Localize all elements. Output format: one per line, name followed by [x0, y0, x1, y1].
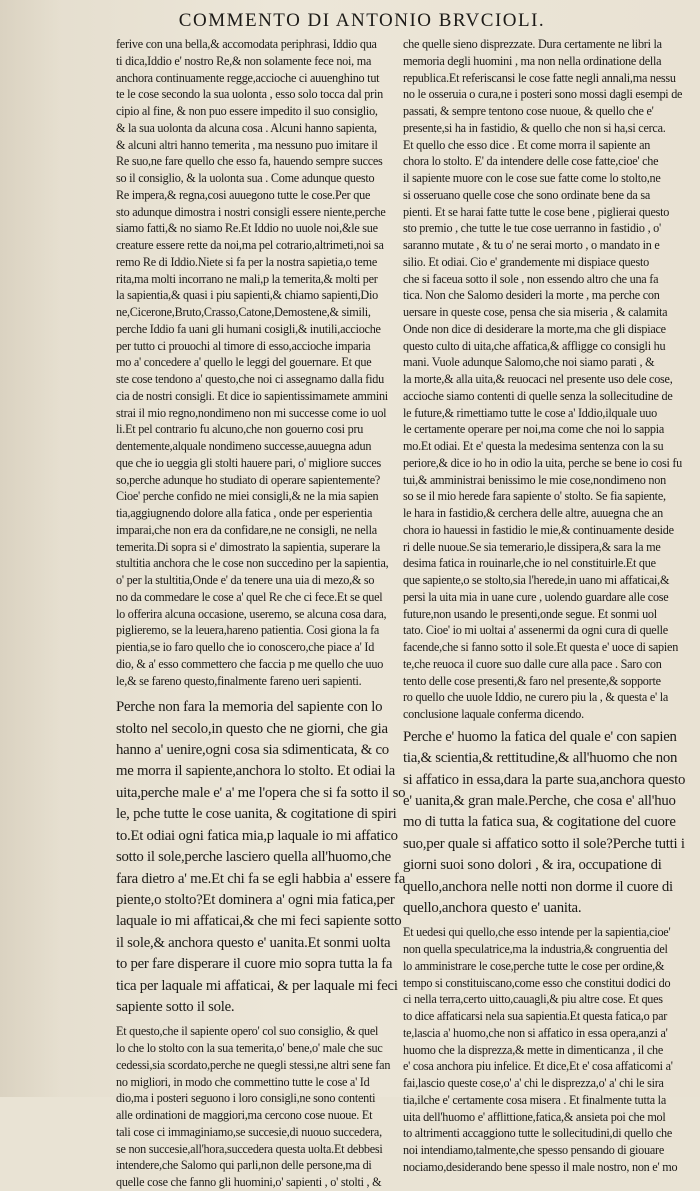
- text-line: tali cose ci immaginiamo,se succesie,di nuouo succedera,: [116, 1124, 382, 1139]
- text-line: Cioe' perche confido ne miei consigli,& ne la mia sapien: [116, 489, 379, 504]
- text-line: to per fare disperare il cuore mio sopra tutta la fa: [116, 956, 393, 973]
- text-line: uita,perche male e' a' me l'opera che si fa sotto il so: [116, 784, 406, 801]
- text-line: so,perche adunque ho studiato di operare sapientemente?: [116, 472, 381, 487]
- text-line: lo offerira alcuna occasione, useremo, se alcuna cosa dara,: [116, 606, 387, 621]
- text-line: te,lascia a' huomo,che non si affatico in essa opera,anzi a': [403, 1025, 668, 1040]
- text-line: dentemente,alquale nondimeno successe,auuegna adun: [116, 439, 372, 453]
- text-line: no migliori, in modo che commettino tutte le cose a' Id: [116, 1074, 370, 1089]
- text-line: mo di tutta la fatica sua, & cogitatione del cuore: [403, 814, 676, 831]
- text-line: cedessi,sia scordato,perche ne quegli stessi,ne altri sene fan: [116, 1057, 391, 1072]
- text-line: no da commedare le cose a' quel Re che ci fece.Et se quel: [116, 589, 383, 604]
- text-line: Et quello che esso dice . Et come morra il sapiente an: [403, 137, 651, 152]
- text-line: per tutto ci prouochi al timore di esso,accioche imparia: [116, 338, 371, 353]
- text-line: tia,aggiugnendo dolore alla fatica , onde per esperientia: [116, 506, 373, 520]
- text-line: ri delle nuoue.Se sia temerario,le dissipera,& sara la me: [403, 539, 661, 554]
- text-line: pienti. Et se harai fatte tutte le cose bene , piglierai questo: [403, 204, 670, 219]
- text-line: future,non usando le presenti,onde segue. Et sonmi uol: [403, 606, 657, 621]
- text-line: facende,che si fanno sotto il sole.Et questa e' uoce di sapien: [403, 640, 679, 654]
- text-line: pientia,se io faro quello che io conoscero,che piace a' Id: [116, 640, 375, 654]
- text-line: hanno a' uenire,ogni cosa sia sdimenticata, & co: [116, 742, 389, 759]
- left-column: [116, 36, 406, 1190]
- text-line: anchora continuamente regge,accioche ci auuenghino tut: [116, 70, 380, 85]
- text-line: persi la uita mia in uane cure , uolendo guardare alle cose: [403, 589, 669, 604]
- text-line: tato. Cioe' io mi uoltai a' assenermi da ogni cura di quelle: [403, 623, 668, 638]
- text-line: mani. Vuole adunque Salomo,che noi siamo parati , &: [403, 355, 655, 370]
- text-line: non quella speculatrice,ma la industria,& congruentia del: [403, 942, 668, 957]
- left-scripture-passage: [116, 697, 406, 1018]
- text-line: tempo si constituiscano,come esso che constitui dodici do: [403, 975, 671, 990]
- text-line: le hara in fastidio,& cerchera delle altre, auuegna che an: [403, 506, 663, 520]
- text-line: rita,ma molti incorrano ne mali,p la temerita,& molti per: [116, 271, 378, 286]
- text-line: ci nella terra,certo uitto,cauagli,& piu altre cose. Et ques: [403, 992, 663, 1007]
- right-commentary-block-2: [403, 924, 685, 1175]
- text-line: me morra il sapiente,anchora lo stolto. Et odiai la: [116, 763, 395, 780]
- text-line: ti dica,Iddio e' nostro Re,& non solamente fece noi, ma: [116, 53, 372, 68]
- text-line: Re impera,& regna,cosi auuegono tutte le cose.Per que: [116, 187, 371, 202]
- text-line: la morte,& alla uita,& reuocaci nel presente uso dele cose,: [403, 372, 673, 386]
- text-line: sto adunque dimostra i nostri consigli essere niente,perche: [116, 204, 386, 219]
- text-line: noi intendiamo,talmente,che spesso pensando di giouare: [403, 1143, 664, 1158]
- right-commentary-block-1: [403, 36, 685, 723]
- text-line: to.Et odiai ogni fatica mia,p laquale io mi affatico: [116, 827, 398, 844]
- text-line: nociamo,desiderando bene spesso il male nostro, non e' mo: [403, 1159, 678, 1174]
- text-line: stolto nel secolo,in questo che ne giorni, che gia: [116, 720, 388, 737]
- text-line: periore,& dice io ho in odio la uita, perche se bene io cosi fu: [403, 455, 683, 470]
- text-line: te le cose secondo la sua uolonta , esso solo tocca dal prin: [116, 87, 383, 102]
- text-line: ne,Cicerone,Bruto,Crasso,Catone,Demostene,& simili,: [116, 305, 371, 319]
- text-line: sotto il sole,perche lasciero quella all'huomo,che: [116, 849, 391, 866]
- text-line: memoria degli huomini , ma non nella ordinatione della: [403, 53, 662, 68]
- text-line: Onde non dice di desiderare la morte,ma che gli dispiace: [403, 321, 666, 336]
- text-line: so se il mio herede fara sapiente o' stolto. Se fia sapiente,: [403, 489, 666, 504]
- text-line: le,& se fareno questo,finalmente fareno ueri sapienti.: [116, 673, 362, 688]
- text-line: le certamente operare per noi,ma come che noi lo sappia: [403, 422, 665, 437]
- text-line: giorni suoi sono dolori , & ira, occupatione di: [403, 857, 662, 874]
- text-line: fai,lascio queste cose,o' a' chi le disprezza,o' a' chi le sira: [403, 1076, 664, 1091]
- text-line: ro quello che uuole Iddio, ne curero piu la , & questa e' la: [403, 690, 669, 705]
- text-line: tia,& scientia,& rettitudine,& all'huomo che non: [403, 750, 678, 767]
- text-line: che quelle sieno disprezzate. Dura certamente ne libri la: [403, 37, 662, 51]
- text-line: silio. Et odiai. Cio e' grandemente mi dispiace questo: [403, 254, 649, 269]
- text-line: siamo fatti,& no siamo Re.Et Iddio no uuole noi,&le sue: [116, 221, 378, 236]
- text-line: piente,o stolto?Et dominera a' ogni mia fatica,per: [116, 891, 395, 908]
- text-line: quelle cose che fanno gli huomini,o' sapienti , o' stolti , &: [116, 1175, 382, 1190]
- text-line: cia de nostri consigli. Et dice io sapientissimamete ammini: [116, 388, 388, 403]
- text-line: creature essere rette da noi,ma pel cotrario,altrimeti,noi sa: [116, 238, 384, 252]
- gutter-shadow: [0, 0, 60, 1097]
- text-line: perche Iddio fa uani gli humani cosigli,& inutili,accioche: [116, 321, 381, 336]
- text-line: tica per laquale mi affaticai, & per laquale mi feci: [116, 977, 398, 994]
- text-line: lo che lo stolto con la sua temerita,o' bene,o' male che suc: [116, 1041, 383, 1056]
- text-line: Re suo,ne fare quello che esso fa, hauendo sempre succes: [116, 154, 383, 169]
- text-line: intendere,che Salomo qui parli,non delle persone,ma di: [116, 1158, 372, 1173]
- text-line: Et questo,che il sapiente opero' col suo consiglio, & quel: [116, 1024, 379, 1039]
- text-line: cipio al fine, & non puo essere impedito il suo consiglio,: [116, 104, 378, 118]
- left-commentary-block-1: [116, 36, 391, 689]
- text-line: huomo che la disprezza,& mette in dimenticanza , il che: [403, 1042, 664, 1057]
- text-line: & alcuni altri hanno temerita , ma nessuno puo imitare il: [116, 137, 378, 152]
- text-line: il sole,& anchora questo e' uanita.Et sonmi uolta: [116, 934, 391, 951]
- text-line: desima fatica in rouinarle,che io nel constituirle.Et que: [403, 556, 656, 571]
- running-header-title: COMMENTO DI ANTONIO BRVCIOLI.: [178, 10, 546, 31]
- right-scripture-passage: [403, 727, 685, 920]
- text-line: che si faceua sotto il sole , non essendo altro che una fa: [403, 271, 659, 286]
- text-line: lo amministrare le cose,perche tutte le cose per ordine,&: [403, 958, 665, 973]
- text-line: mo a' concedere a' quello le leggi del gouernare. Et que: [116, 355, 372, 370]
- text-line: stultitia anchora che le cose non succedino per la sapientia,: [116, 556, 389, 571]
- text-line: se non succesie,all'hora,succedera questa uolta.Et debbesi: [116, 1141, 383, 1156]
- text-line: e' cosa anchora piu infelice. Et dice,Et e' cosa affaticomi a': [403, 1059, 673, 1074]
- text-line: tica. Non che Salomo desideri la morte , ma perche con: [403, 288, 660, 303]
- text-line: laquale io mi affaticai,& che mi feci sapiente sotto: [116, 913, 402, 930]
- text-line: que che io ueggia gli stolti hauere pari, o' migliore succes: [116, 455, 382, 470]
- text-line: imparai,che non era da confidare,ne ne consigli, ne nella: [116, 522, 377, 537]
- text-line: si osseruano quelle cose che sono ordinate bene da sa: [403, 187, 651, 202]
- text-line: piglieremo, se la leuera,hareno patientia. Cosi giona la fa: [116, 623, 380, 638]
- text-line: dio,ma i posteri seguono i loro consigli,ne sono contenti: [116, 1091, 376, 1106]
- text-line: le future,& rimettiamo tutte le cose a' Iddio,ilquale uuo: [403, 405, 657, 420]
- running-header: [0, 10, 700, 36]
- text-line: so il consiglio, & la uolonta sua . Come adunque questo: [116, 171, 375, 185]
- text-line: uita dell'huomo e' afflittione,fatica,& ansieta poi che mol: [403, 1109, 666, 1124]
- text-line: conclusione laquale conferma dicendo.: [403, 707, 584, 721]
- text-line: e' uanita,& gran male.Perche, che cosa e' all'huo: [403, 792, 676, 809]
- text-line: uersare in queste cose, pensa che sia miseria , & calamita: [403, 305, 668, 319]
- text-line: to altrimenti accaggiono tutte le sollecitudini,di quello che: [403, 1126, 673, 1141]
- text-line: ferive con una bella,& accomodata periphrasi, Iddio qua: [116, 37, 377, 51]
- left-commentary-block-2: [116, 1023, 391, 1191]
- text-line: tento delle cose presenti,& faro nel presente,& sopporte: [403, 673, 661, 688]
- text-line: strai il mio regno,nondimeno non mi successe come io uol: [116, 405, 387, 420]
- text-line: le, pche tutte le cose uanita, & cogitatione di spiri: [116, 806, 397, 823]
- text-line: tui,& amministrai benissimo le mie cose,nondimeno non: [403, 472, 666, 487]
- text-line: chora lo stolto. E' da intendere delle cose fatte,cioe' che: [403, 154, 659, 169]
- text-line: presente,si ha in fastidio, & quello che non si ha,si cerca.: [403, 120, 666, 135]
- text-line: Perche non fara la memoria del sapiente con lo: [116, 699, 383, 716]
- text-line: quello,anchora questo e' uanita.: [403, 900, 582, 916]
- text-line: quello,anchora nelle notti non dorme il cuore di: [403, 878, 673, 895]
- text-line: alle ordinationi de maggiori,ma cercono cose nuoue. Et: [116, 1108, 373, 1123]
- text-line: te,che reuoca il cuore suo dalle cure alla pace . Saro con: [403, 656, 662, 671]
- text-line: que sapiente,o se stolto,sia l'herede,in uano mi affaticai,&: [403, 573, 670, 587]
- text-line: passati, & sempre tentono cose nuoue, & quello che e': [403, 104, 654, 118]
- text-line: temerita.Di sopra si e' dimostrato la sapientia, superare la: [116, 539, 381, 554]
- text-line: chora io hauessi in fastidio le mie,& continuamente deside: [403, 522, 674, 537]
- text-line: accioche siamo contenti di quelle senza la sollecitudine de: [403, 388, 673, 403]
- text-line: Perche e' huomo la fatica del quale e' con sapien: [403, 728, 677, 745]
- text-line: li.Et pel contrario fu alcuno,che non gouerno cosi pru: [116, 422, 364, 437]
- text-line: suo,per quale si affatico sotto il sole?Perche tutti i: [403, 835, 685, 852]
- text-line: ste cose tendono a' questo,che noi ci assegnamo dalla fidu: [116, 372, 384, 386]
- text-line: sapiente sotto il sole.: [116, 998, 235, 1015]
- text-line: si affatico in essa,dara la parte sua,anchora questo: [403, 771, 686, 788]
- text-line: Et uedesi qui quello,che esso intende per la sapientia,cioe': [403, 925, 671, 940]
- text-line: tia,ilche e' certamente cosa misera . Et finalmente tutta la: [403, 1092, 666, 1107]
- right-column: [403, 36, 686, 1174]
- text-line: dio, & a' esso commettero che faccia p me quello che uuo: [116, 656, 384, 671]
- text-line: questo culto di uita,che affatica,& affligge co consigli hu: [403, 338, 666, 353]
- text-line: o' per la stultitia,Onde e' da tenere una uia di mezo,& so: [116, 573, 375, 587]
- text-line: republica.Et referiscansi le cose fatte negli annali,ma nessu: [403, 70, 676, 85]
- text-line: no le osseruia o cura,ne i posteri sono mossi dagli esempi de: [403, 87, 683, 102]
- text-line: fara dietro a' me.Et chi fa se egli habbia a' essere fa: [116, 870, 406, 887]
- text-line: mo.Et odiai. Et e' questa la medesima sentenza con la su: [403, 439, 664, 453]
- text-line: il sapiente muore con le cose sue fatte come lo stolto,ne: [403, 171, 661, 185]
- text-line: to dice affaticarsi nela sua sapientia.Et questa fatica,o par: [403, 1009, 668, 1024]
- text-line: remo Re di Iddio.Niete si fa per la nostra sapietia,o teme: [116, 254, 377, 269]
- text-line: sto premio , che tutte le tue cose uerranno in fastidio , o': [403, 221, 661, 236]
- text-line: la sapientia,& quasi i piu sapienti,& chiamo sapienti,Dio: [116, 288, 378, 303]
- text-line: saranno mutate , & tu o' ne serai morto , o mandato in e: [403, 238, 660, 252]
- text-line: & la sua uolonta da alcuna cosa . Alcuni hanno sapienta,: [116, 120, 377, 135]
